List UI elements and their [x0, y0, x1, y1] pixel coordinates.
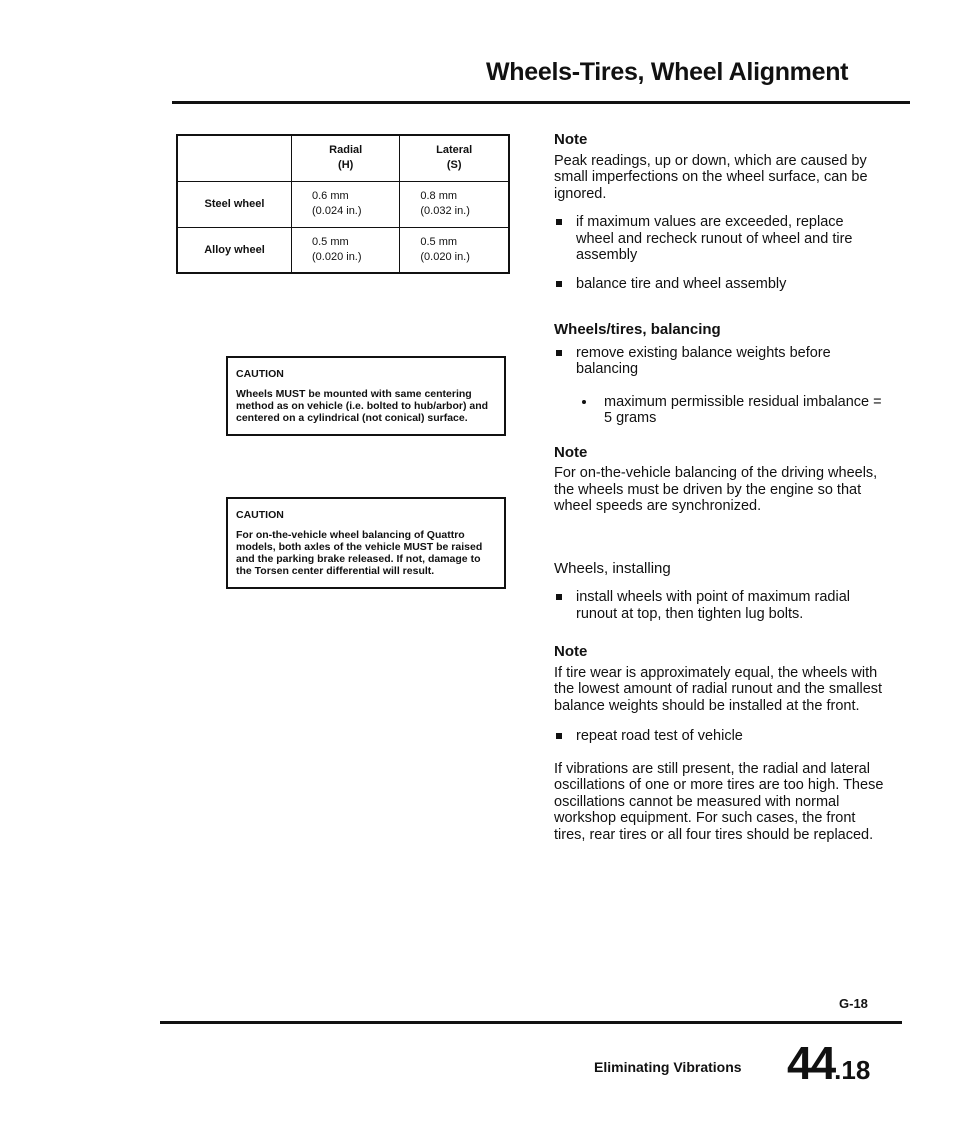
cell-value-mm: 0.5 mm — [420, 235, 458, 248]
cell-value-in: (0.020 in.) — [420, 250, 470, 263]
row-label-alloy-wheel: Alloy wheel — [177, 227, 292, 273]
page-number-minor: .18 — [834, 1055, 871, 1085]
col-header-lateral-label: Lateral — [436, 144, 473, 157]
cell-value-mm: 0.6 mm — [312, 190, 349, 202]
table-header-row — [177, 135, 509, 181]
bullet-item: remove existing balance weights before balancing — [554, 345, 884, 378]
cell-steel-lateral — [400, 181, 509, 227]
col-header-radial-symbol: (H) — [338, 159, 354, 172]
note-text: If tire wear is approximately equal, the wheels with the lowest amount of radial runout and the smallest balance weights should be installed at the front. — [554, 664, 883, 714]
col-header-radial — [292, 135, 400, 181]
note-text: Peak readings, up or down, which are caused by small imperfections on the wheel surface, can be ignored. — [554, 152, 868, 202]
bullet-item: install wheels with point of maximum radial runout at top, then tighten lug bolts. — [554, 589, 884, 622]
page-code: G-18 — [839, 996, 868, 1011]
bullet-item: balance tire and wheel assembly — [554, 276, 884, 293]
right-column — [554, 132, 884, 843]
section-heading-balancing: Wheels/tires, balancing — [554, 321, 721, 338]
col-header-lateral-symbol: (S) — [446, 159, 462, 172]
table-row — [177, 227, 509, 273]
cell-value-in: (0.020 in.) — [312, 250, 362, 263]
note-heading: Note — [554, 643, 588, 660]
note-heading: Note — [554, 443, 588, 461]
page-number-major: 44 — [787, 1037, 835, 1089]
cell-value-mm: 0.5 mm — [312, 235, 349, 248]
note-text: For on-the-vehicle balancing of the driving wheels, the wheels must be driven by the engine so that wheel speeds are synchronized. — [554, 465, 878, 514]
cell-value-in: (0.032 in.) — [420, 205, 470, 217]
caution-title: CAUTION — [236, 509, 284, 521]
section-name: Eliminating Vibrations — [594, 1059, 742, 1075]
bullet-item: if maximum values are exceeded, replace wheel and recheck runout of wheel and tire assembly — [554, 214, 884, 264]
caution-box-quattro — [226, 497, 506, 589]
table-row — [177, 181, 509, 227]
closing-paragraph: If vibrations are still present, the radial and lateral oscillations of one or more tires are too high. These oscillations cannot be measured with normal workshop equipment. For such cases, the front tires, rear tires or all four tires should be replaced. — [554, 760, 884, 843]
cell-alloy-lateral — [400, 227, 509, 273]
caution-text: Wheels MUST be mounted with same centering method as on vehicle (i.e. bolted to hub/arbor) and centered on a cylindrical (not conical) surface. — [236, 388, 489, 424]
cell-alloy-radial — [292, 227, 400, 273]
footer-divider — [160, 1021, 902, 1024]
page-number — [787, 1036, 870, 1090]
cell-value-in: (0.024 in.) — [312, 205, 362, 217]
cell-value-mm: 0.8 mm — [420, 190, 458, 202]
note-heading: Note — [554, 131, 588, 148]
row-label-steel-wheel: Steel wheel — [177, 181, 292, 227]
bullet-item: repeat road test of vehicle — [554, 728, 884, 745]
table-corner-cell — [177, 135, 292, 181]
page-title: Wheels-Tires, Wheel Alignment — [486, 58, 849, 86]
col-header-lateral — [400, 135, 509, 181]
runout-spec-table — [176, 134, 510, 274]
caution-text: For on-the-vehicle wheel balancing of Quattro models, both axles of the vehicle MUST be raised and the parking brake released. If not, damage to the Torsen center differential will result. — [236, 529, 483, 577]
caution-title: CAUTION — [236, 368, 284, 380]
sub-bullet-item: maximum permissible residual imbalance = 5 grams — [554, 394, 884, 427]
caution-box-mounting — [226, 356, 506, 436]
col-header-radial-label: Radial — [329, 144, 363, 157]
section-heading-installing: Wheels, installing — [554, 559, 671, 577]
header-divider — [172, 101, 910, 104]
cell-steel-radial — [292, 181, 400, 227]
